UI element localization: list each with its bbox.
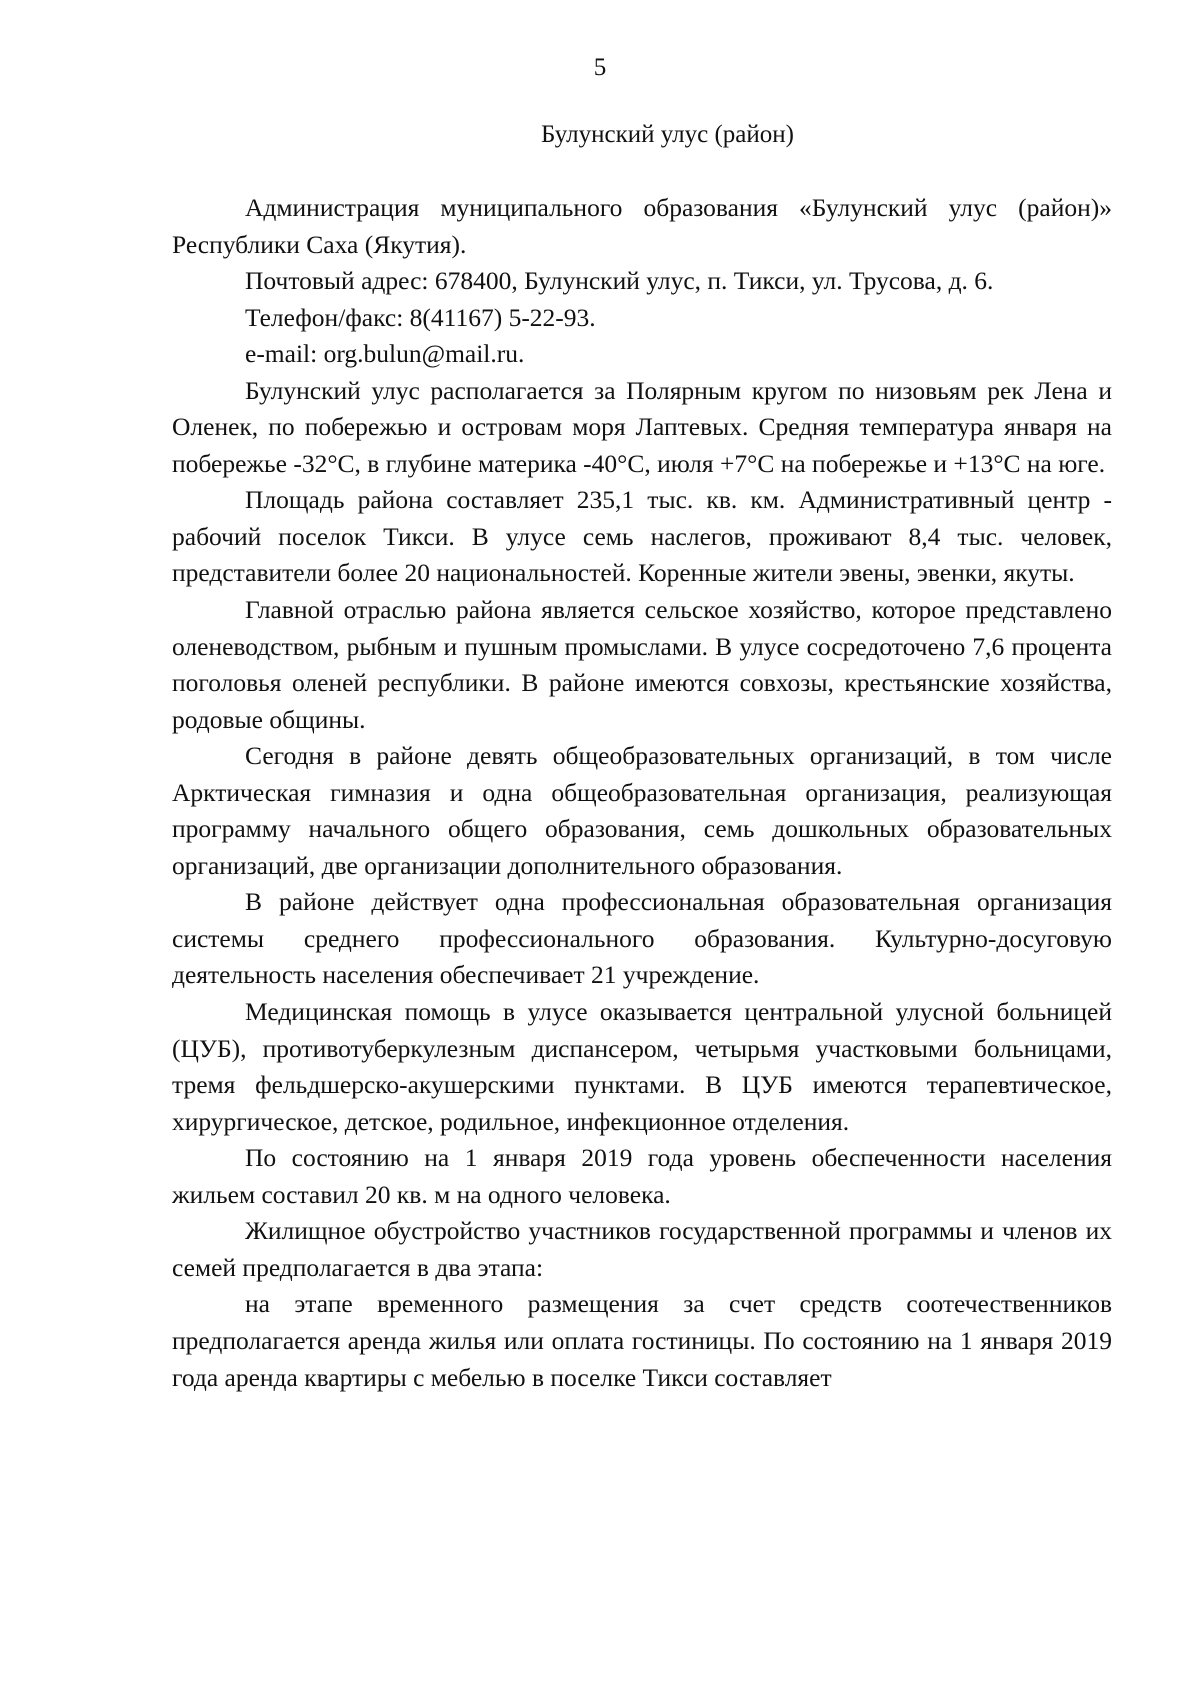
paragraph-area-population: Площадь района составляет 235,1 тыс. кв. км. Административный центр - рабочий поселок Тикси. В улусе семь наслегов, проживают 8,4 тыс. человек, представители более 20 национальностей. Коренные жители эвены, эвенки, якуты. (172, 485, 1112, 588)
paragraph-economy: Главной отраслью района является сельское хозяйство, которое представлено оленеводством, рыбным и пушным промыслами. В улусе сосредоточено 7,6 процента поголовья оленей республики. В районе имеются совхозы, крестьянские хозяйства, родовые общины. (172, 595, 1112, 734)
document-body (172, 190, 1112, 1396)
paragraph-temporary-housing: на этапе временного размещения за счет средств соотечественников предполагается аренда жилья или оплата гостиницы. По состоянию на 1 января 2019 года аренда квартиры с мебелью в поселке Тикси составляет (172, 1289, 1112, 1392)
paragraph-housing-level: По состоянию на 1 января 2019 года уровень обеспеченности населения жильем составил 20 кв. м на одного человека. (172, 1143, 1112, 1209)
paragraph-email: e-mail: org.bulun@mail.ru. (245, 339, 525, 369)
paragraph-professional-education: В районе действует одна профессиональная образовательная организация системы среднего профессионального образования. Культурно-досуговую деятельность населения обеспечивает 21 учреждение. (172, 887, 1112, 990)
paragraph-phone-fax: Телефон/факс: 8(41167) 5-22-93. (245, 302, 596, 332)
paragraph-education: Сегодня в районе девять общеобразовательных организаций, в том числе Арктическая гимназия и одна общеобразовательная организация, реализующая программу начального общего образования, семь дошкольных образовательных организаций, две организации дополнительного образования. (172, 741, 1112, 880)
paragraph-medical: Медицинская помощь в улусе оказывается центральной улусной больницей (ЦУБ), противотуберкулезным диспансером, четырьмя участковыми больницами, тремя фельдшерско-акушерскими пунктами. В ЦУБ имеются терапевтическое, хирургическое, детское, родильное, инфекционное отделения. (172, 997, 1112, 1136)
page-number: 5 (593, 54, 607, 81)
paragraph-geography: Булунский улус располагается за Полярным кругом по низовьям рек Лена и Оленек, по побережью и островам моря Лаптевых. Средняя температура января на побережье -32°С, в глубине материка -40°С, июля +7°С на побережье и +13°С на юге. (172, 375, 1112, 478)
page-title: Булунский улус (район) (541, 121, 794, 148)
paragraph-administration: Администрация муниципального образования «Булунский улус (район)» Республики Саха (Якутия). (172, 193, 1112, 259)
paragraph-postal-address: Почтовый адрес: 678400, Булунский улус, п. Тикси, ул. Трусова, д. 6. (245, 266, 994, 296)
paragraph-housing-stages: Жилищное обустройство участников государственной программы и членов их семей предполагается в два этапа: (172, 1216, 1112, 1282)
